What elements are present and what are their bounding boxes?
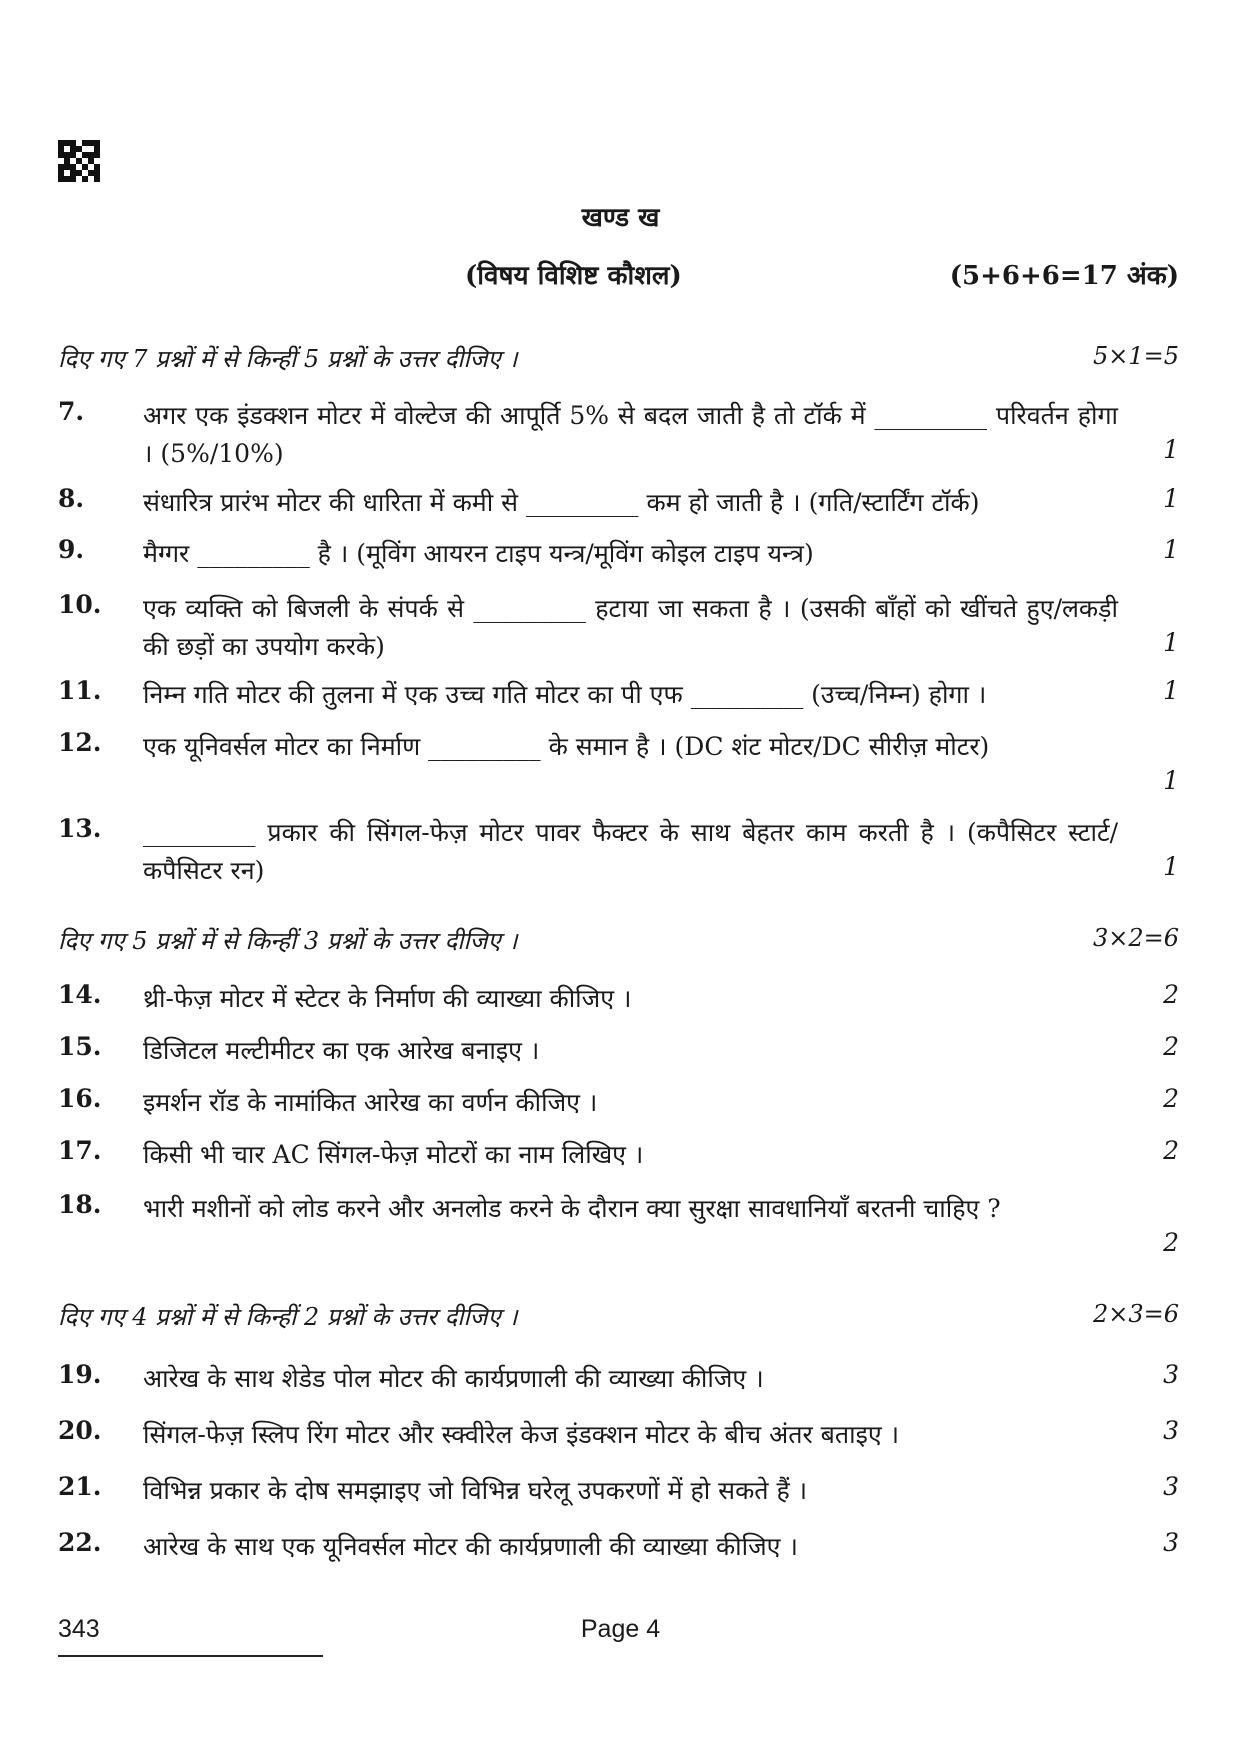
question-text: एक व्यक्ति को बिजली के संपर्क से _________ हटाया जा सकता है । (उसकी बाँहों को खींचते हुए/लकड़ी की छड़ों का उपयोग करके) — [143, 594, 1118, 661]
question-number: 22. — [58, 1528, 102, 1557]
question-number: 9. — [58, 535, 85, 564]
question-text: सिंगल-फेज़ स्लिप रिंग मोटर और स्क्वीरेल केज इंडक्शन मोटर के बीच अंतर बताइए । — [143, 1420, 900, 1449]
question-marks: 1 — [1163, 852, 1179, 881]
question-number: 18. — [58, 1190, 102, 1219]
question-marks: 1 — [1163, 676, 1179, 705]
question-marks: 1 — [1163, 435, 1179, 464]
question-marks: 3 — [1163, 1528, 1179, 1557]
instruction-text: दिए गए 7 प्रश्नों में से किन्हीं 5 प्रश्नों के उत्तर दीजिए । — [58, 345, 518, 373]
question-number: 8. — [58, 484, 85, 513]
question-marks: 1 — [1163, 535, 1179, 564]
question-marks: 2 — [1163, 1084, 1179, 1113]
instruction-text: दिए गए 5 प्रश्नों में से किन्हीं 3 प्रश्नों के उत्तर दीजिए । — [58, 927, 518, 955]
marks-scheme: 3×2=6 — [1092, 924, 1179, 952]
question-number: 21. — [58, 1472, 102, 1501]
question-number: 17. — [58, 1136, 102, 1165]
footer-divider — [58, 1655, 323, 1657]
question-number: 20. — [58, 1416, 102, 1445]
qr-code — [58, 140, 100, 182]
question-text: _________ प्रकार की सिंगल-फेज़ मोटर पावर फैक्टर के साथ बेहतर काम करती है । (कपैसिटर स्टार्ट/कपैसिटर रन) — [143, 818, 1118, 885]
page-number: Page 4 — [580, 1615, 661, 1643]
question-text: आरेख के साथ शेडेड पोल मोटर की कार्यप्रणाली की व्याख्या कीजिए । — [143, 1364, 764, 1393]
section-subtitle: (विषय विशिष्ट कौशल) — [465, 261, 682, 291]
question-text: भारी मशीनों को लोड करने और अनलोड करने के दौरान क्या सुरक्षा सावधानियाँ बरतनी चाहिए ? — [143, 1194, 1001, 1223]
question-marks: 3 — [1163, 1416, 1179, 1445]
question-text: इमर्शन रॉड के नामांकित आरेख का वर्णन कीजिए । — [143, 1088, 598, 1117]
question-marks: 1 — [1163, 484, 1179, 513]
subtitle-row — [0, 256, 1241, 296]
instruction-row — [58, 1300, 1179, 1336]
question-number: 13. — [58, 814, 102, 843]
marks-scheme: 2×3=6 — [1092, 1300, 1179, 1328]
question-number: 11. — [58, 676, 102, 705]
question-text: थ्री-फेज़ मोटर में स्टेटर के निर्माण की व्याख्या कीजिए । — [143, 984, 632, 1013]
question-number: 12. — [58, 728, 102, 757]
question-marks: 1 — [1163, 628, 1179, 657]
marks-scheme: 5×1=5 — [1092, 342, 1179, 370]
question-number: 10. — [58, 590, 102, 619]
question-text: विभिन्न प्रकार के दोष समझाइए जो विभिन्न घरेलू उपकरणों में हो सकते हैं । — [143, 1476, 808, 1505]
question-text: किसी भी चार AC सिंगल-फेज़ मोटरों का नाम लिखिए । — [143, 1140, 644, 1169]
question-marks: 3 — [1163, 1360, 1179, 1389]
section-total-marks: (5+6+6=17 अंक) — [949, 261, 1179, 291]
question-text: आरेख के साथ एक यूनिवर्सल मोटर की कार्यप्रणाली की व्याख्या कीजिए । — [143, 1532, 798, 1561]
question-text: संधारित्र प्रारंभ मोटर की धारिता में कमी से _________ कम हो जाती है । (गति/स्टार्टिंग टॉर्क) — [143, 488, 980, 517]
paper-code: 343 — [58, 1615, 100, 1643]
instruction-row — [58, 342, 1179, 378]
section-title: खण्ड ख — [581, 203, 660, 233]
question-marks: 2 — [1163, 980, 1179, 1009]
question-text: एक यूनिवर्सल मोटर का निर्माण _________ के समान है । (DC शंट मोटर/DC सीरीज़ मोटर) — [143, 732, 990, 761]
question-number: 15. — [58, 1032, 102, 1061]
question-marks: 2 — [1163, 1032, 1179, 1061]
instruction-row — [58, 924, 1179, 960]
question-text: डिजिटल मल्टीमीटर का एक आरेख बनाइए । — [143, 1036, 540, 1065]
question-text: निम्न गति मोटर की तुलना में एक उच्च गति मोटर का पी एफ _________ (उच्च/निम्न) होगा । — [143, 680, 987, 709]
question-number: 16. — [58, 1084, 102, 1113]
instruction-text: दिए गए 4 प्रश्नों में से किन्हीं 2 प्रश्नों के उत्तर दीजिए । — [58, 1303, 518, 1331]
question-marks: 2 — [1163, 1228, 1179, 1257]
question-text: अगर एक इंडक्शन मोटर में वोल्टेज की आपूर्ति 5% से बदल जाती है तो टॉर्क में _________ परिवर्तन होगा । (5%/10%) — [143, 401, 1118, 468]
question-number: 19. — [58, 1360, 102, 1389]
question-number: 7. — [58, 397, 85, 426]
question-marks: 1 — [1163, 766, 1179, 795]
question-text: मैग्गर _________ है । (मूविंग आयरन टाइप यन्त्र/मूविंग कोइल टाइप यन्त्र) — [143, 539, 814, 568]
question-marks: 2 — [1163, 1136, 1179, 1165]
question-marks: 3 — [1163, 1472, 1179, 1501]
question-number: 14. — [58, 980, 102, 1009]
